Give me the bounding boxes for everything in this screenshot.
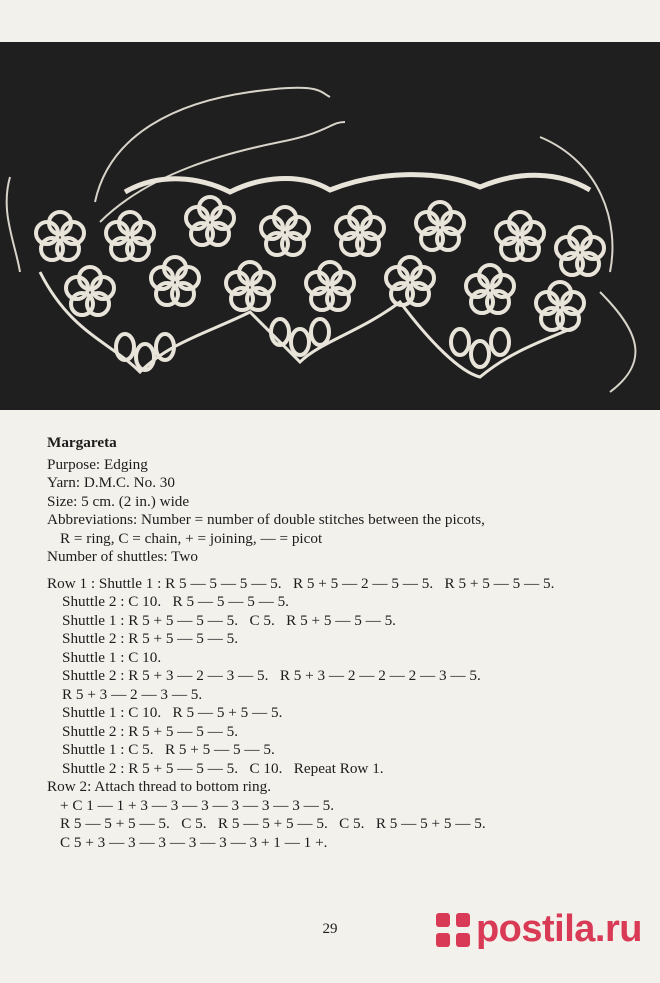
row-2-instructions [47,778,627,852]
instruction-line: C 5 + 3 — 3 — 3 — 3 — 3 — 3 + 1 — 1 +. [60,833,328,851]
instruction-line: Row 1 : Shuttle 1 : R 5 — 5 — 5 — 5. R 5 + 5 — 2 — 5 — 5. R 5 + 5 — 5 — 5. [47,574,555,592]
instruction-line: Shuttle 2 : R 5 + 5 — 5 — 5. [62,722,239,740]
instruction-line: Shuttle 2 : C 10. R 5 — 5 — 5 — 5. [62,593,289,610]
instruction-line: Shuttle 1 : C 5. R 5 + 5 — 5 — 5. [62,741,275,758]
instruction-line: Shuttle 2 : R 5 + 5 — 5 — 5. [62,630,239,647]
instruction-line: Shuttle 2 : R 5 + 3 — 2 — 3 — 5. R 5 + 3 — 2 — 2 — 2 — 3 — 5. [62,667,481,684]
row-1-instructions [47,575,627,779]
pattern-size: Size: 5 cm. (2 in.) wide [47,492,190,510]
instruction-line: + C 1 — 1 + 3 — 3 — 3 — 3 — 3 — 3 — 5. [60,796,335,814]
instruction-line: Shuttle 1 : C 10. [62,648,162,666]
pattern-abbreviations-line2: R = ring, C = chain, + = joining, — = picot [60,529,323,547]
instruction-line: R 5 — 5 + 5 — 5. C 5. R 5 — 5 + 5 — 5. C 5. R 5 — 5 + 5 — 5. [60,815,486,832]
watermark-text: postila.ru [475,908,642,950]
pattern-abbreviations-line1: Abbreviations: Number = number of double stitches between the picots, [47,511,485,528]
pattern-yarn: Yarn: D.M.C. No. 30 [47,474,175,491]
instruction-line: Shuttle 1 : C 10. R 5 — 5 + 5 — 5. [62,704,283,721]
pattern-shuttles: Number of shuttles: Two [47,548,198,565]
lace-illustration [0,42,660,410]
postila-logo-icon [436,913,470,947]
pattern-instructions [47,434,627,852]
page-number: 29 [322,921,338,937]
pattern-title: Margareta [47,434,117,451]
instruction-line: R 5 + 3 — 2 — 3 — 5. [62,685,203,703]
tatting-lace-photo [0,42,660,410]
pattern-purpose: Purpose: Edging [47,455,148,473]
instruction-line: Row 2: Attach thread to bottom ring. [47,778,271,795]
instruction-line: Shuttle 1 : R 5 + 5 — 5 — 5. C 5. R 5 + 5 — 5 — 5. [62,611,396,629]
watermark [436,908,642,951]
instruction-line: Shuttle 2 : R 5 + 5 — 5 — 5. C 10. Repeat Row 1. [62,759,384,777]
